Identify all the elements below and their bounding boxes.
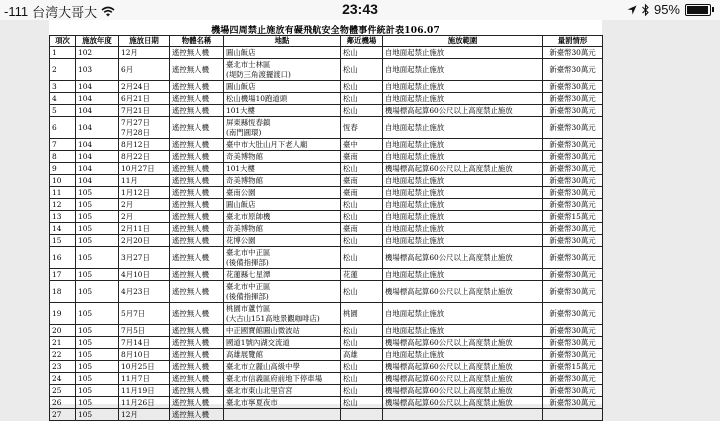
header-col-airport: 鄰近機場 (341, 36, 383, 47)
bluetooth-icon (642, 4, 649, 16)
cell-col-range: 自地面起禁止施放 (383, 175, 543, 187)
cell-col-index: 6 (50, 117, 76, 139)
cell-col-object: 遙控無人機 (170, 211, 224, 223)
cell-col-airport: 高雄 (341, 349, 383, 361)
cell-col-penalty: 新臺幣30萬元 (543, 47, 603, 59)
cell-col-object: 遙控無人機 (170, 373, 224, 385)
table-row (50, 373, 603, 385)
cell-col-range: 機場標高起算60公尺以上高度禁止施放 (383, 337, 543, 349)
cell-col-year: 105 (76, 211, 119, 223)
cell-col-index: 12 (50, 199, 76, 211)
cell-col-airport: 花蓮 (341, 269, 383, 281)
cell-col-date: 11月7日 (119, 373, 170, 385)
cell-col-range: 自地面起禁止施放 (383, 117, 543, 139)
cell-col-location: 松山機場10跑道頭 (224, 93, 341, 105)
cell-col-penalty: 新臺幣30萬元 (543, 303, 603, 325)
cell-col-object: 遙控無人機 (170, 199, 224, 211)
cell-col-range: 機場標高起算60公尺以上高度禁止施放 (383, 163, 543, 175)
cell-col-range: 自地面起禁止施放 (383, 349, 543, 361)
table-body (50, 47, 603, 421)
cell-col-date: 7月21日 (119, 105, 170, 117)
table-row (50, 199, 603, 211)
cell-col-index: 26 (50, 397, 76, 409)
table-row (50, 385, 603, 397)
cell-col-date: 8月12日 (119, 139, 170, 151)
carrier-name: 台湾大哥大 (32, 5, 98, 20)
cell-col-date: 6月 (119, 59, 170, 81)
table-row (50, 325, 603, 337)
header-col-date: 施放日期 (119, 36, 170, 47)
cell-col-penalty: 新臺幣30萬元 (543, 397, 603, 409)
signal-strength: -111 (4, 4, 29, 19)
cell-col-date: 3月27日 (119, 247, 170, 269)
cell-col-airport: 松山 (341, 93, 383, 105)
cell-col-penalty: 新臺幣30萬元 (543, 199, 603, 211)
header-col-range: 施放範圍 (383, 36, 543, 47)
cell-col-object: 遙控無人機 (170, 117, 224, 139)
cell-col-airport: 松山 (341, 211, 383, 223)
cell-col-index: 22 (50, 349, 76, 361)
cell-col-date: 2月 (119, 211, 170, 223)
cell-col-range: 自地面起禁止施放 (383, 211, 543, 223)
cell-col-object: 遙控無人機 (170, 163, 224, 175)
cell-col-location: 101大樓 (224, 163, 341, 175)
cell-col-location: 高雄展覽館 (224, 349, 341, 361)
cell-col-object: 遙控無人機 (170, 235, 224, 247)
cell-col-airport: 松山 (341, 397, 383, 409)
cell-col-range: 機場標高起算60公尺以上高度禁止施放 (383, 397, 543, 409)
cell-col-range: 自地面起禁止施放 (383, 269, 543, 281)
cell-col-year: 104 (76, 175, 119, 187)
cell-col-penalty: 新臺幣30萬元 (543, 235, 603, 247)
cell-col-index: 1 (50, 47, 76, 59)
cell-col-index: 5 (50, 105, 76, 117)
table-row (50, 175, 603, 187)
cell-col-location: 臺北市中正區 (後備指揮部) (224, 247, 341, 269)
cell-col-airport: 恆春 (341, 117, 383, 139)
cell-col-year: 105 (76, 337, 119, 349)
table-row (50, 303, 603, 325)
cell-col-object: 遙控無人機 (170, 151, 224, 163)
cell-col-year: 105 (76, 247, 119, 269)
cell-col-object: 遙控無人機 (170, 223, 224, 235)
cell-col-airport: 松山 (341, 235, 383, 247)
cell-col-airport: 松山 (341, 81, 383, 93)
cell-col-index: 15 (50, 235, 76, 247)
cell-col-index: 21 (50, 337, 76, 349)
cell-col-date: 1月12日 (119, 187, 170, 199)
cell-col-location: 圓山飯店 (224, 81, 341, 93)
table-row (50, 361, 603, 373)
table-row (50, 81, 603, 93)
cell-col-index: 24 (50, 373, 76, 385)
cell-col-index: 2 (50, 59, 76, 81)
cell-col-year: 105 (76, 199, 119, 211)
cell-col-date: 12月 (119, 409, 170, 421)
cell-col-index: 14 (50, 223, 76, 235)
cell-col-year: 104 (76, 93, 119, 105)
header-col-year: 施放年度 (76, 36, 119, 47)
header-col-penalty: 量罰情形 (543, 36, 603, 47)
cell-col-location: 花蓮縣七星潭 (224, 269, 341, 281)
table-row (50, 163, 603, 175)
cell-col-index: 20 (50, 325, 76, 337)
cell-col-range: 自地面起禁止施放 (383, 199, 543, 211)
table-row (50, 93, 603, 105)
cell-col-date: 6月21日 (119, 93, 170, 105)
cell-col-penalty: 新臺幣30萬元 (543, 81, 603, 93)
header-col-object: 物體名稱 (170, 36, 224, 47)
status-bar (0, 0, 720, 20)
table-row (50, 151, 603, 163)
table-row (50, 397, 603, 409)
cell-col-year: 105 (76, 281, 119, 303)
cell-col-airport: 桃園 (341, 303, 383, 325)
cell-col-year: 105 (76, 223, 119, 235)
cell-col-date: 10月25日 (119, 361, 170, 373)
cell-col-object: 遙控無人機 (170, 361, 224, 373)
cell-col-range: 自地面起禁止施放 (383, 81, 543, 93)
cell-col-year: 105 (76, 349, 119, 361)
document-title: 機場四周禁止施放有礙飛航安全物體事件統計表106.07 (211, 26, 440, 36)
cell-col-location: 國道1號內湖交流道 (224, 337, 341, 349)
table-row (50, 235, 603, 247)
cell-col-year: 104 (76, 117, 119, 139)
cell-col-airport: 松山 (341, 199, 383, 211)
cell-col-range: 機場標高起算60公尺以上高度禁止施放 (383, 373, 543, 385)
cell-col-airport: 松山 (341, 385, 383, 397)
cell-col-year: 105 (76, 235, 119, 247)
table-row (50, 105, 603, 117)
status-bar-right (627, 2, 714, 17)
cell-col-date: 10月27日 (119, 163, 170, 175)
table-row (50, 349, 603, 361)
cell-col-location: 臺北市士林區 (堤防三角渡擺渡口) (224, 59, 341, 81)
cell-col-index: 18 (50, 281, 76, 303)
cell-col-date: 7月5日 (119, 325, 170, 337)
cell-col-year: 105 (76, 385, 119, 397)
cell-col-index: 9 (50, 163, 76, 175)
cell-col-penalty: 新臺幣30萬元 (543, 175, 603, 187)
cell-col-year: 105 (76, 397, 119, 409)
cell-col-airport: 臺南 (341, 187, 383, 199)
cell-col-penalty: 新臺幣30萬元 (543, 247, 603, 269)
cell-col-location: 奇美博物館 (224, 175, 341, 187)
cell-col-location: 圓山飯店 (224, 199, 341, 211)
cell-col-location: 奇美博物館 (224, 223, 341, 235)
cell-col-penalty: 新臺幣30萬元 (543, 337, 603, 349)
header-col-location: 地點 (224, 36, 341, 47)
table-row (50, 281, 603, 303)
cell-col-range: 機場標高起算60公尺以上高度禁止施放 (383, 385, 543, 397)
cell-col-date: 11月19日 (119, 385, 170, 397)
cell-col-index: 27 (50, 409, 76, 421)
cell-col-location: 臺北市寧夏夜市 (224, 397, 341, 409)
cell-col-index: 23 (50, 361, 76, 373)
cell-col-penalty: 新臺幣30萬元 (543, 281, 603, 303)
cell-col-location: 臺北市原帥機 (224, 211, 341, 223)
cell-col-object: 遙控無人機 (170, 385, 224, 397)
cell-col-location (224, 409, 341, 421)
cell-col-object: 遙控無人機 (170, 59, 224, 81)
table-row (50, 211, 603, 223)
cell-col-object: 遙控無人機 (170, 139, 224, 151)
cell-col-object: 遙控無人機 (170, 93, 224, 105)
cell-col-year: 105 (76, 187, 119, 199)
cell-col-range: 自地面起禁止施放 (383, 93, 543, 105)
cell-col-index: 7 (50, 139, 76, 151)
cell-col-date: 7月14日 (119, 337, 170, 349)
table-row (50, 59, 603, 81)
table-row (50, 139, 603, 151)
cell-col-range: 自地面起禁止施放 (383, 325, 543, 337)
cell-col-index: 17 (50, 269, 76, 281)
cell-col-object: 遙控無人機 (170, 187, 224, 199)
table-row (50, 223, 603, 235)
cell-col-range: 機場標高起算60公尺以上高度禁止施放 (383, 281, 543, 303)
cell-col-index: 8 (50, 151, 76, 163)
cell-col-index: 19 (50, 303, 76, 325)
cell-col-range: 機場標高起算60公尺以上高度禁止施放 (383, 247, 543, 269)
cell-col-range: 自地面起禁止施放 (383, 139, 543, 151)
table-row (50, 247, 603, 269)
cell-col-year: 105 (76, 409, 119, 421)
cell-col-range (383, 409, 543, 421)
cell-col-airport: 松山 (341, 337, 383, 349)
cell-col-date: 4月10日 (119, 269, 170, 281)
incident-table (49, 35, 603, 421)
table-row (50, 47, 603, 59)
cell-col-penalty: 新臺幣30萬元 (543, 117, 603, 139)
cell-col-location: 臺北市信義區府前地下停車場 (224, 373, 341, 385)
cell-col-location: 臺北市東山北里官宮 (224, 385, 341, 397)
document-page[interactable] (49, 20, 602, 419)
cell-col-date: 2月24日 (119, 81, 170, 93)
table-row (50, 117, 603, 139)
cell-col-penalty: 新臺幣30萬元 (543, 269, 603, 281)
cell-col-date: 2月11日 (119, 223, 170, 235)
location-arrow-icon (627, 5, 637, 15)
cell-col-object: 遙控無人機 (170, 269, 224, 281)
table-header-row (50, 36, 603, 47)
cell-col-year: 104 (76, 139, 119, 151)
cell-col-airport: 松山 (341, 325, 383, 337)
cell-col-penalty: 新臺幣30萬元 (543, 93, 603, 105)
cell-col-range: 自地面起禁止施放 (383, 151, 543, 163)
cell-col-airport: 臺南 (341, 223, 383, 235)
cell-col-airport: 松山 (341, 163, 383, 175)
cell-col-penalty: 新臺幣30萬元 (543, 223, 603, 235)
clock: 23:43 (342, 1, 378, 17)
cell-col-range: 自地面起禁止施放 (383, 223, 543, 235)
cell-col-index: 16 (50, 247, 76, 269)
cell-col-airport (341, 409, 383, 421)
cell-col-penalty: 新臺幣30萬元 (543, 139, 603, 151)
cell-col-airport: 臺南 (341, 175, 383, 187)
cell-col-object: 遙控無人機 (170, 349, 224, 361)
cell-col-penalty: 新臺幣15萬元 (543, 361, 603, 373)
cell-col-penalty: 新臺幣30萬元 (543, 59, 603, 81)
cell-col-year: 105 (76, 269, 119, 281)
cell-col-penalty: 新臺幣30萬元 (543, 325, 603, 337)
cell-col-penalty: 新臺幣15萬元 (543, 211, 603, 223)
battery-icon (685, 4, 711, 16)
cell-col-range: 自地面起禁止施放 (383, 303, 543, 325)
cell-col-airport: 松山 (341, 247, 383, 269)
cell-col-year: 104 (76, 81, 119, 93)
cell-col-date: 2月 (119, 199, 170, 211)
cell-col-year: 105 (76, 303, 119, 325)
cell-col-location: 桃園市蘆竹區 (大古山151高地景觀咖啡店) (224, 303, 341, 325)
header-col-index: 項次 (50, 36, 76, 47)
cell-col-location: 花博公園 (224, 235, 341, 247)
cell-col-object: 遙控無人機 (170, 47, 224, 59)
cell-col-range: 自地面起禁止施放 (383, 187, 543, 199)
cell-col-index: 3 (50, 81, 76, 93)
cell-col-range: 自地面起禁止施放 (383, 59, 543, 81)
cell-col-range: 機場標高起算60公尺以上高度禁止施放 (383, 361, 543, 373)
cell-col-object: 遙控無人機 (170, 337, 224, 349)
cell-col-object: 遙控無人機 (170, 247, 224, 269)
cell-col-index: 10 (50, 175, 76, 187)
cell-col-year: 105 (76, 325, 119, 337)
cell-col-range: 自地面起禁止施放 (383, 47, 543, 59)
cell-col-penalty: 新臺幣30萬元 (543, 385, 603, 397)
cell-col-penalty: 新臺幣30萬元 (543, 163, 603, 175)
cell-col-location: 臺中市大肚山月下老人廟 (224, 139, 341, 151)
battery-percent: 95% (653, 2, 680, 17)
cell-col-date: 12月 (119, 47, 170, 59)
cell-col-location: 屏東縣恆春鎮 (南門圓環) (224, 117, 341, 139)
cell-col-airport: 松山 (341, 47, 383, 59)
cell-col-date: 7月27日 7月28日 (119, 117, 170, 139)
cell-col-index: 11 (50, 187, 76, 199)
cell-col-location: 臺南公園 (224, 187, 341, 199)
cell-col-penalty: 新臺幣30萬元 (543, 187, 603, 199)
table-row (50, 337, 603, 349)
cell-col-object: 遙控無人機 (170, 175, 224, 187)
cell-col-year: 105 (76, 373, 119, 385)
table-row (50, 409, 603, 421)
cell-col-airport: 松山 (341, 59, 383, 81)
cell-col-index: 13 (50, 211, 76, 223)
cell-col-index: 25 (50, 385, 76, 397)
cell-col-range: 自地面起禁止施放 (383, 235, 543, 247)
cell-col-location: 圓山飯店 (224, 47, 341, 59)
cell-col-object: 遙控無人機 (170, 397, 224, 409)
cell-col-date: 2月20日 (119, 235, 170, 247)
cell-col-object: 遙控無人機 (170, 325, 224, 337)
cell-col-date: 8月22日 (119, 151, 170, 163)
cell-col-penalty: 新臺幣30萬元 (543, 105, 603, 117)
cell-col-year: 103 (76, 59, 119, 81)
cell-col-year: 102 (76, 47, 119, 59)
cell-col-year: 104 (76, 151, 119, 163)
cell-col-date: 8月10日 (119, 349, 170, 361)
cell-col-object: 遙控無人機 (170, 105, 224, 117)
table-row (50, 269, 603, 281)
cell-col-penalty: 新臺幣30萬元 (543, 373, 603, 385)
cell-col-year: 104 (76, 105, 119, 117)
cell-col-airport: 松山 (341, 361, 383, 373)
cell-col-airport: 松山 (341, 373, 383, 385)
cell-col-location: 101大樓 (224, 105, 341, 117)
cell-col-date: 5月7日 (119, 303, 170, 325)
cell-col-location: 奇美博物館 (224, 151, 341, 163)
cell-col-airport: 臺南 (341, 151, 383, 163)
cell-col-date: 11月 (119, 175, 170, 187)
cell-col-date: 4月23日 (119, 281, 170, 303)
cell-col-object: 遙控無人機 (170, 409, 224, 421)
cell-col-location: 臺北市中正區 (後備指揮部) (224, 281, 341, 303)
battery-fill (687, 6, 708, 14)
cell-col-location: 中正國寶館圓山微波站 (224, 325, 341, 337)
cell-col-index: 4 (50, 93, 76, 105)
cell-col-penalty: 新臺幣30萬元 (543, 151, 603, 163)
cell-col-object: 遙控無人機 (170, 303, 224, 325)
cell-col-object: 遙控無人機 (170, 281, 224, 303)
cell-col-penalty (543, 409, 603, 421)
battery-tip (712, 7, 714, 12)
cell-col-date: 11月26日 (119, 397, 170, 409)
cell-col-object: 遙控無人機 (170, 81, 224, 93)
cell-col-airport: 松山 (341, 105, 383, 117)
cell-col-airport: 臺中 (341, 139, 383, 151)
cell-col-year: 105 (76, 361, 119, 373)
cell-col-year: 104 (76, 163, 119, 175)
table-row (50, 187, 603, 199)
cell-col-range: 機場標高起算60公尺以上高度禁止施放 (383, 105, 543, 117)
cell-col-airport: 松山 (341, 281, 383, 303)
cell-col-location: 臺北市立麗山高級中學 (224, 361, 341, 373)
cell-col-penalty: 新臺幣30萬元 (543, 349, 603, 361)
